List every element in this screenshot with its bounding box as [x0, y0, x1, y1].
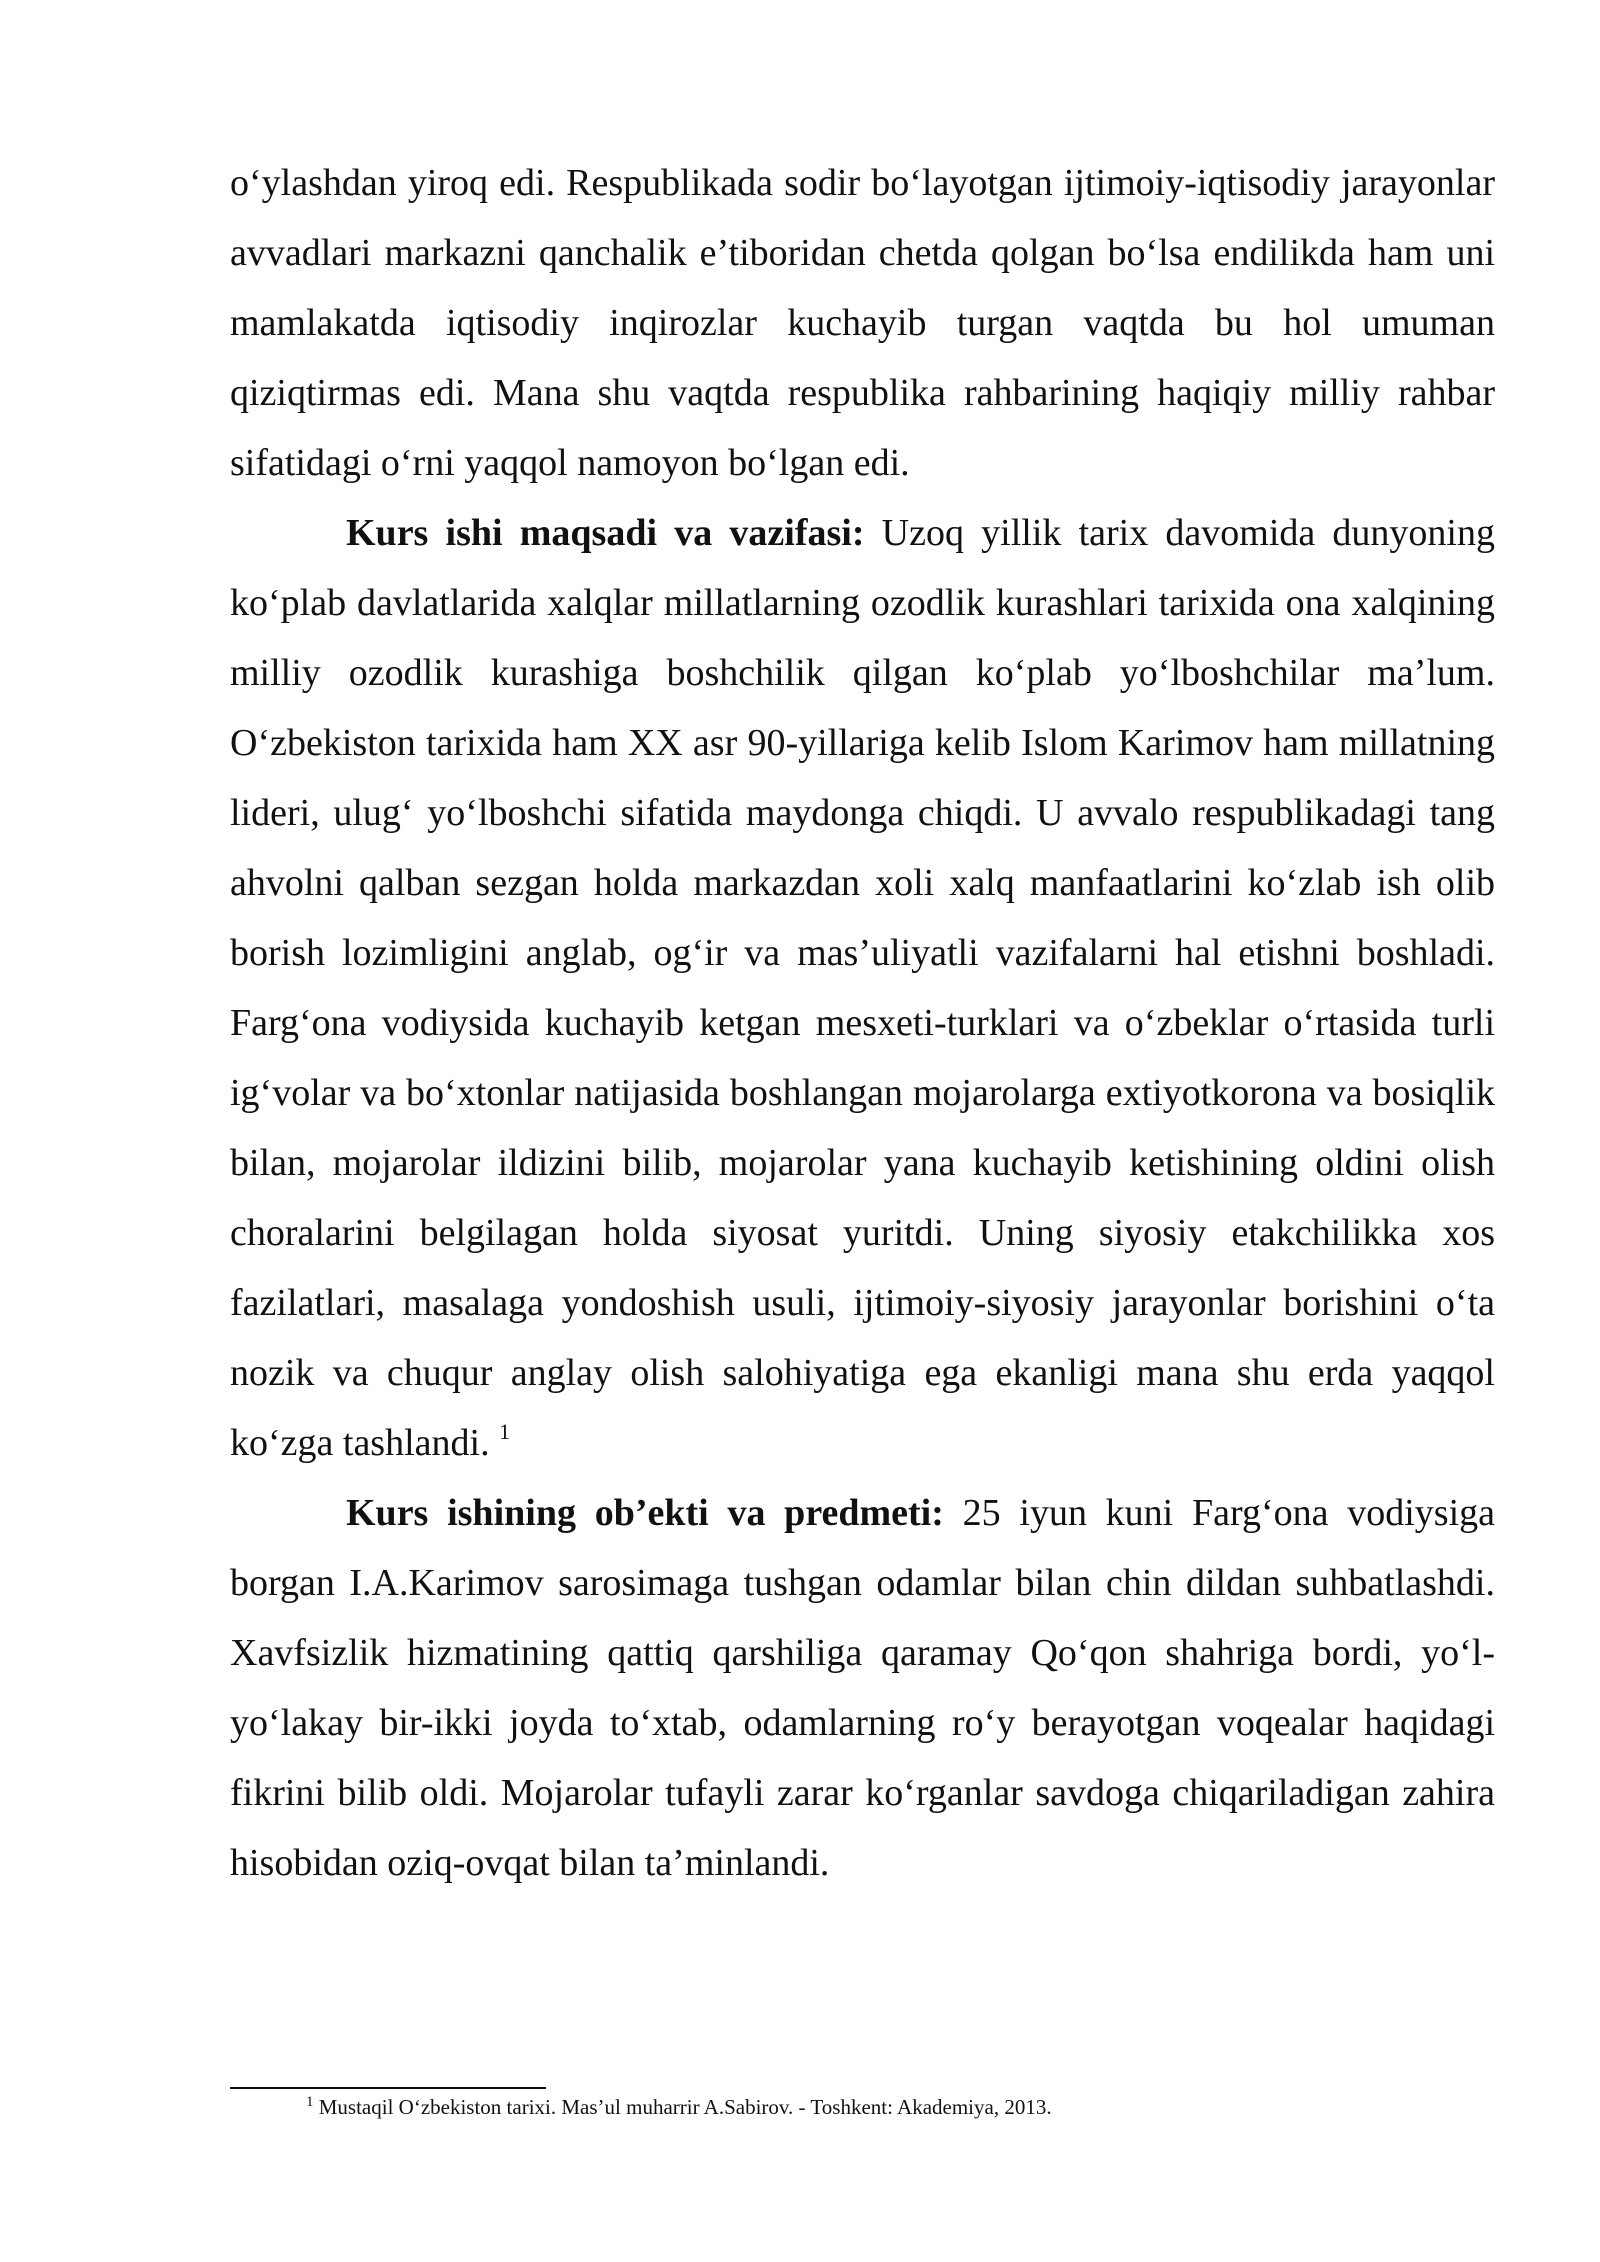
- paragraph-intro-text: o‘ylashdan yiroq edi. Respublikada sodir bo‘layotgan ijtimoiy-iqtisodiy jarayonlar avvadlari markazni qanchalik e’tiboridan chetda qolgan bo‘lsa endilikda ham uni mamlakatda iqtisodiy inqirozlar kuchayib turgan vaqtda bu hol umuman qiziqtirmas edi. Mana shu vaqtda respublika rahbarining haqiqiy milliy rahbar sifatidagi o‘rni yaqqol namoyon bo‘lgan edi.: [230, 162, 1495, 484]
- footnote-separator: [230, 2087, 546, 2089]
- object-text: 25 iyun kuni Farg‘ona vodiysiga borgan I.A.Karimov sarosimaga tushgan odamlar bilan chin dildan suhbatlashdi. Xavfsizlik hizmatining qattiq qarshiliga qaramay Qo‘qon shahriga bordi, yo‘l-yo‘lakay bir-ikki joyda to‘xtab, odamlarning ro‘y berayotgan voqealar haqidagi fikrini bilib oldi. Mojarolar tufayli zarar ko‘rganlar savdoga chiqariladigan zahira hisobidan oziq-ovqat bilan ta’minlandi.: [230, 1492, 1495, 1884]
- object-heading: Kurs ishining ob’ekti va predmeti:: [346, 1492, 944, 1534]
- footnote-number: 1: [306, 2094, 314, 2110]
- paragraph-object: [230, 1478, 1495, 1898]
- footnote-reference[interactable]: 1: [499, 1419, 511, 1444]
- page-body: [230, 148, 1495, 1898]
- footnote-text: Mustaqil O‘zbekiston tarixi. Mas’ul muharrir A.Sabirov. - Toshkent: Akademiya, 2013.: [313, 2095, 1052, 2119]
- footnote: [306, 2092, 1486, 2122]
- paragraph-goals: [230, 498, 1495, 1478]
- goals-heading: Kurs ishi maqsadi va vazifasi:: [346, 512, 865, 554]
- paragraph-intro: [230, 148, 1495, 498]
- goals-text: Uzoq yillik tarix davomida dunyoning ko‘plab davlatlarida xalqlar millatlarning ozodlik kurashlari tarixida ona xalqining milliy ozodlik kurashiga boshchilik qilgan ko‘plab yo‘lboshchilar ma’lum. O‘zbekiston tarixida ham XX asr 90-yillariga kelib Islom Karimov ham millatning lideri, ulug‘ yo‘lboshchi sifatida maydonga chiqdi. U avvalo respublikadagi tang ahvolni qalban sezgan holda markazdan xoli xalq manfaatlarini ko‘zlab ish olib borish lozimligini anglab, og‘ir va mas’uliyatli vazifalarni hal etishni boshladi. Farg‘ona vodiysida kuchayib ketgan mesxeti-turklari va o‘zbeklar o‘rtasida turli ig‘volar va bo‘xtonlar natijasida boshlangan mojarolarga extiyotkorona va bosiqlik bilan, mojarolar ildizini bilib, mojarolar yana kuchayib ketishining oldini olish choralarini belgilagan holda siyosat yuritdi. Uning siyosiy etakchilikka xos fazilatlari, masalaga yondoshish usuli, ijtimoiy-siyosiy jarayonlar borishini o‘ta nozik va chuqur anglay olish salohiyatiga ega ekanligi mana shu erda yaqqol ko‘zga tashlandi.: [230, 512, 1495, 1464]
